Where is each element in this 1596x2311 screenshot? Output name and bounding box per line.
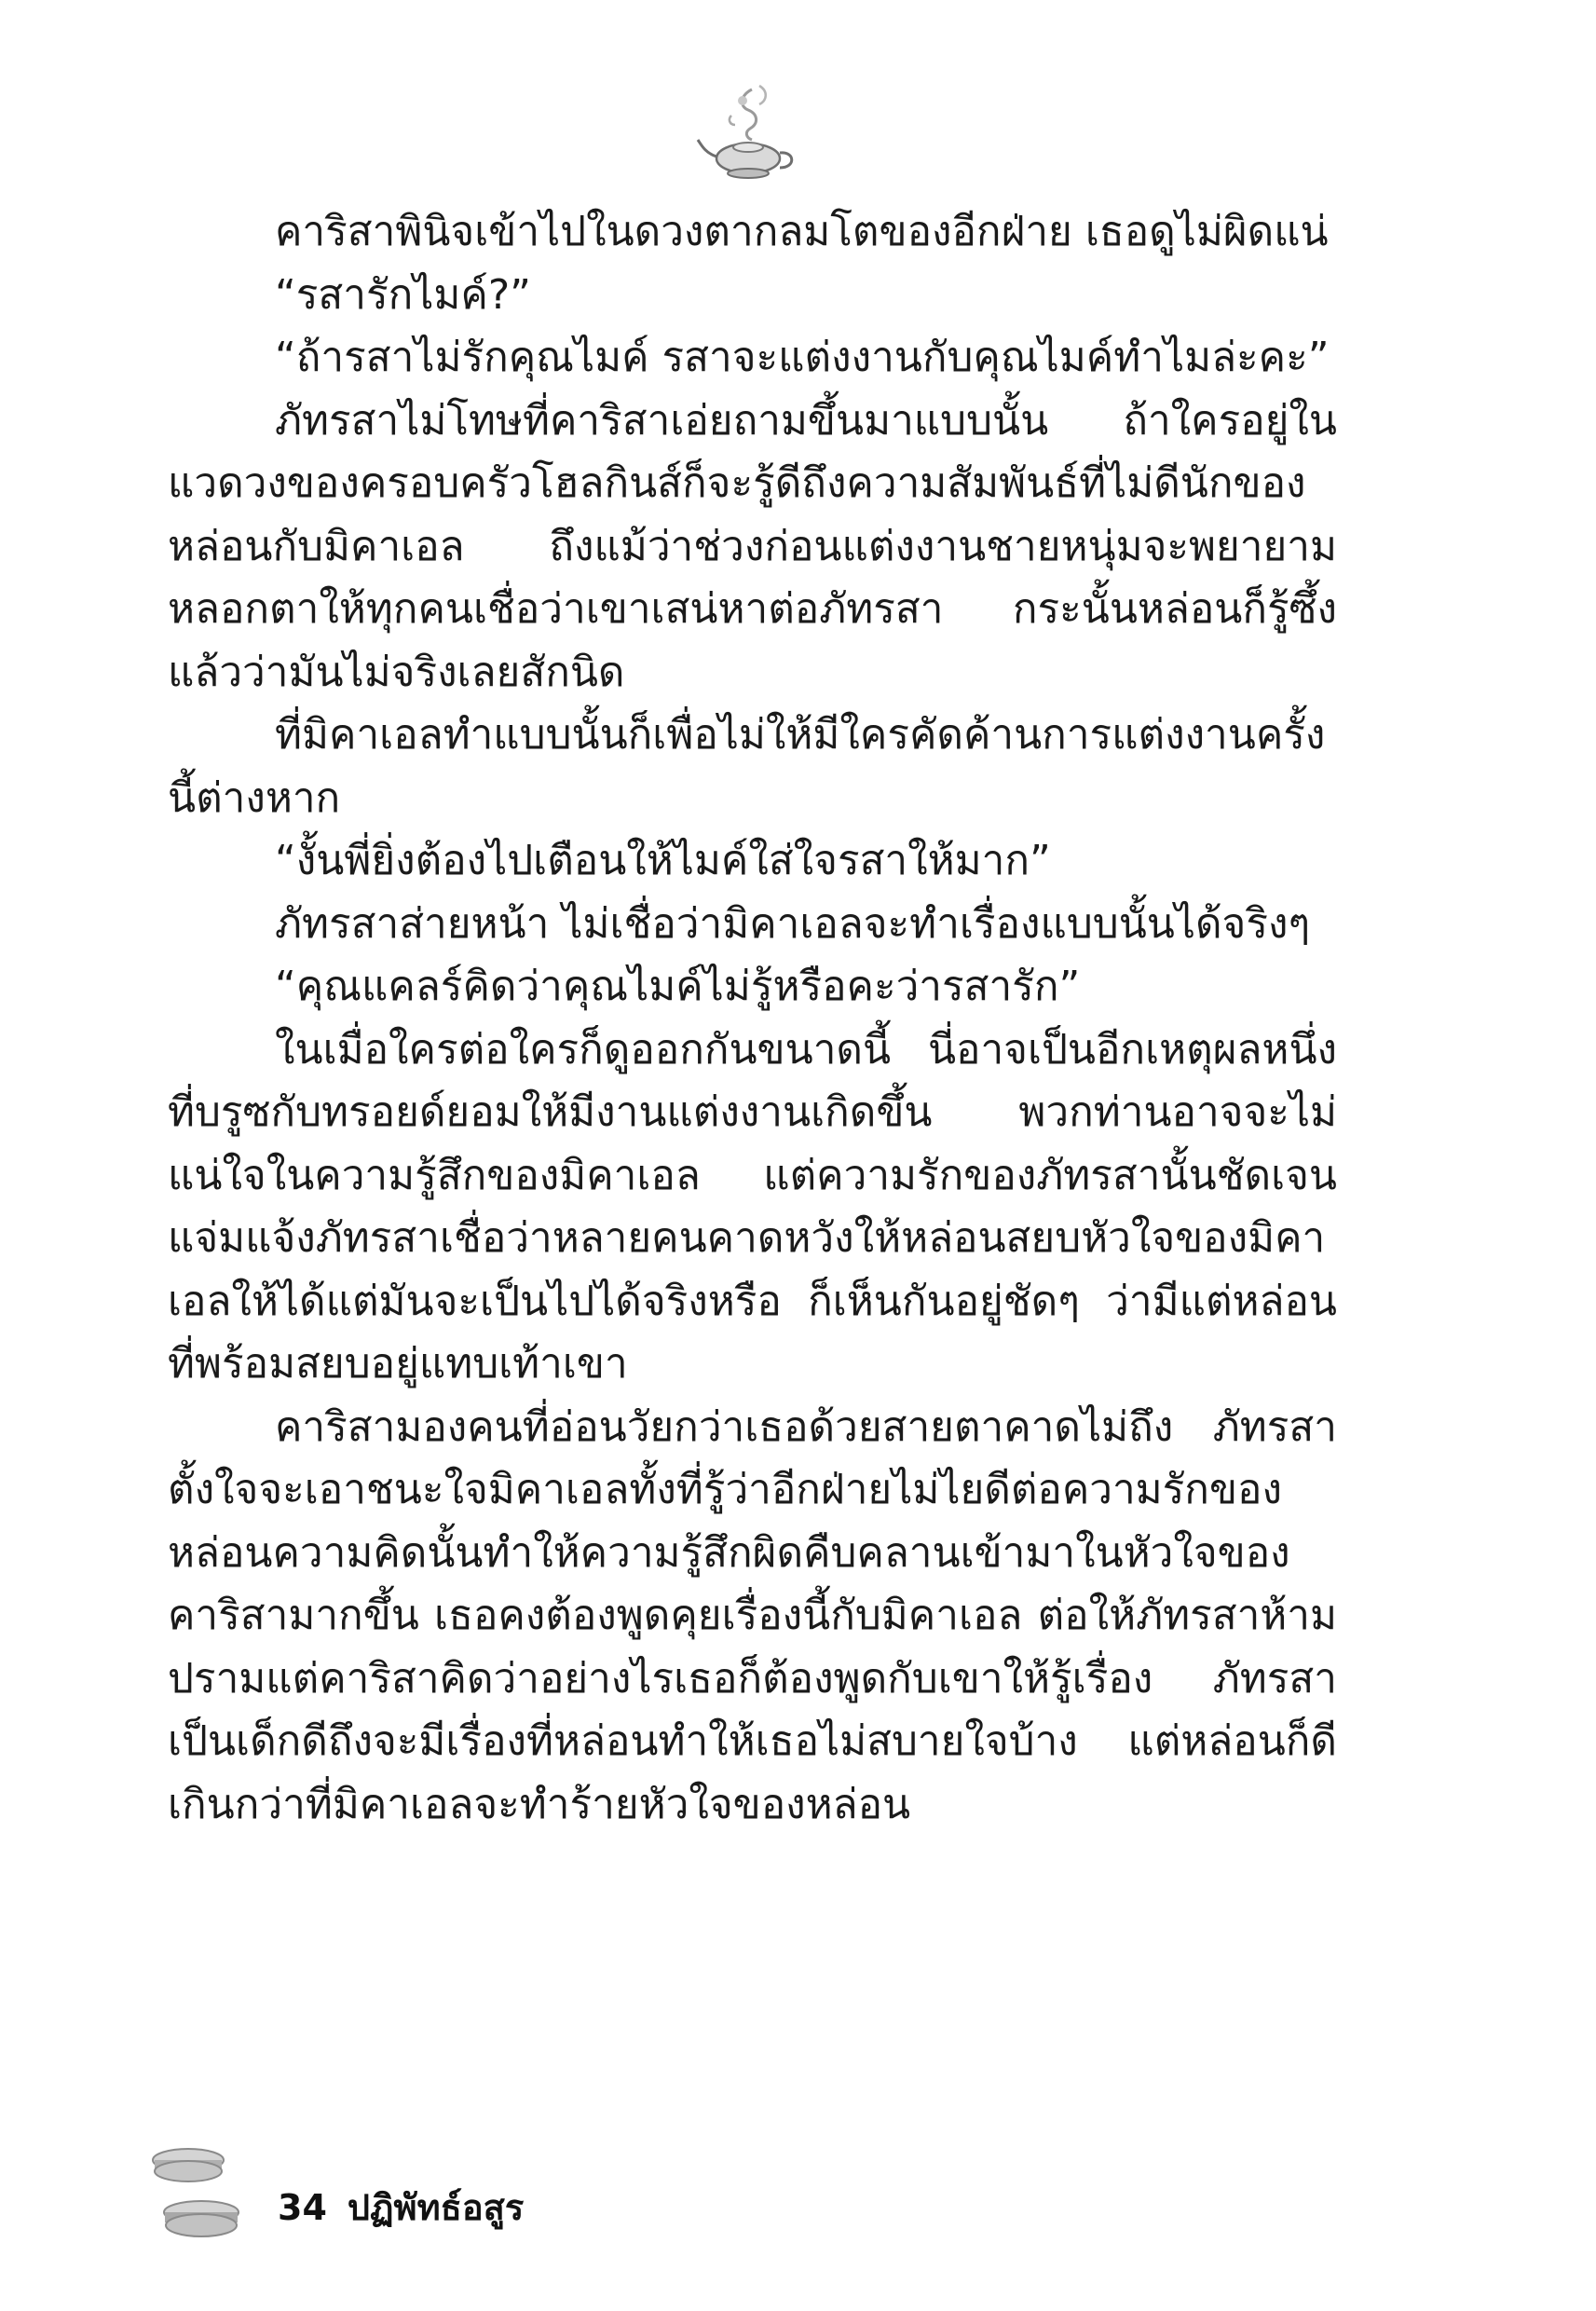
book-title: ปฏิพัทธ์อสูร (347, 2187, 525, 2228)
body-text (168, 200, 1337, 1836)
page-number: 34 (278, 2187, 327, 2228)
macarons-icon (140, 2134, 252, 2255)
paragraph: “รสารักไมค์?” (275, 270, 531, 319)
paragraph: ภัทรสาไม่โทษที่คาริสาเอ่ยถามขึ้นมาแบบนั้น ถ้าใครอยู่ในแวดวงของครอบครัวโฮลกินส์ก็จะรู้ดีถึงความสัมพันธ์ที่ไม่ดีนักของหล่อนกับมิคาเอล ถึงแม้ว่าช่วงก่อนแต่งงานชายหนุ่มจะพยายามหลอกตาให้ทุกคนเชื่อว่าเขาเสน่หาต่อภัทรสา กระนั้นหล่อนก็รู้ซึ้งแล้วว่ามันไม่จริงเลยสักนิด (168, 396, 1337, 696)
paragraph: “คุณแคลร์คิดว่าคุณไมค์ไม่รู้หรือคะว่ารสารัก” (275, 963, 1081, 1010)
page-folio (278, 2184, 524, 2231)
paragraph: ที่มิคาเอลทำแบบนั้นก็เพื่อไม่ให้มีใครคัดค้านการแต่งงานครั้งนี้ต่างหาก (168, 711, 1326, 822)
paragraph: ภัทรสาส่ายหน้า ไม่เชื่อว่ามิคาเอลจะทำเรื่องแบบนั้นได้จริงๆ (275, 899, 1311, 948)
paragraph: “ถ้ารสาไม่รักคุณไมค์ รสาจะแต่งงานกับคุณไมค์ทำไมล่ะคะ” (275, 334, 1330, 381)
teapot-ornament-icon (694, 82, 806, 185)
paragraph: ในเมื่อใครต่อใครก็ดูออกกันขนาดนี้ นี่อาจเป็นอีกเหตุผลหนึ่งที่บรูซกับทรอยด์ยอมให้มีงานแต่งงานเกิดขึ้น พวกท่านอาจจะไม่แน่ใจในความรู้สึกของมิคาเอล แต่ความรักของภัทรสานั้นชัดเจนแจ่มแจ้งภัทรสาเชื่อว่าหลายคนคาดหวังให้หล่อนสยบหัวใจของมิคาเอลให้ได้แต่มันจะเป็นไปได้จริงหรือ ก็เห็นกันอยู่ชัดๆ ว่ามีแต่หล่อนที่พร้อมสยบอยู่แทบเท้าเขา (168, 1025, 1337, 1388)
paragraph: คาริสาพินิจเข้าไปในดวงตากลมโตของอีกฝ่าย เธอดูไม่ผิดแน่ (275, 208, 1329, 255)
page-footer (140, 2134, 792, 2255)
paragraph: “งั้นพี่ยิ่งต้องไปเตือนให้ไมค์ใส่ใจรสาให้มาก” (275, 837, 1051, 884)
paragraph: คาริสามองคนที่อ่อนวัยกว่าเธอด้วยสายตาคาดไม่ถึง ภัทรสาตั้งใจจะเอาชนะใจมิคาเอลทั้งที่รู้ว่าอีกฝ่ายไม่ไยดีต่อความรักของหล่อนความคิดนั้นทำให้ความรู้สึกผิดคืบคลานเข้ามาในหัวใจของคาริสามากขึ้น เธอคงต้องพูดคุยเรื่องนี้กับมิคาเอล ต่อให้ภัทรสาห้ามปรามแต่คาริสาคิดว่าอย่างไรเธอก็ต้องพูดกับเขาให้รู้เรื่อง ภัทรสาเป็นเด็กดีถึงจะมีเรื่องที่หล่อนทำให้เธอไม่สบายใจบ้าง แต่หล่อนก็ดีเกินกว่าที่มิคาเอลจะทำร้ายหัวใจของหล่อน (168, 1402, 1337, 1828)
